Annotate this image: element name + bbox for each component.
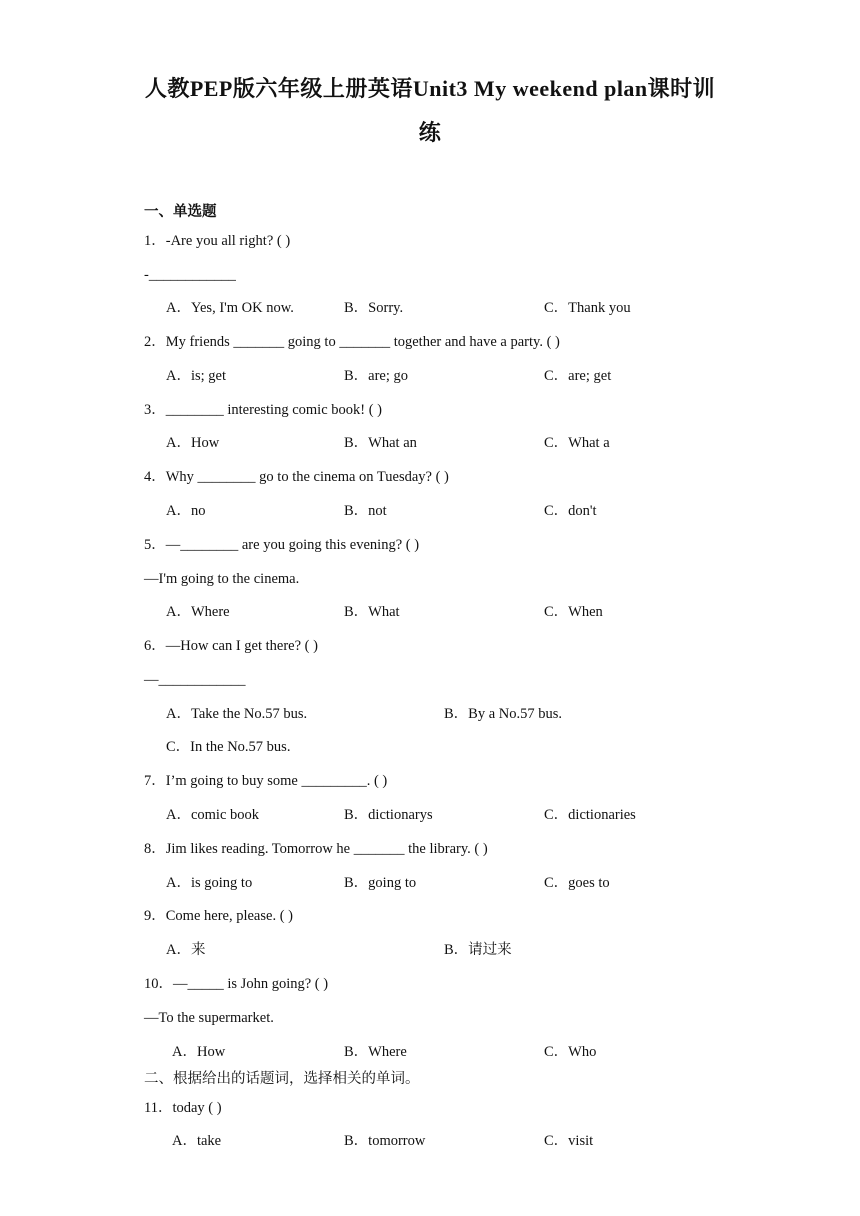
section-heading-single-choice: 一、单选题 <box>144 204 217 220</box>
question-11-stem: 11．today ( ) <box>144 1100 222 1116</box>
question-3-option-c: C．What a <box>544 435 610 451</box>
question-9-stem: 9．Come here, please. ( ) <box>144 908 293 924</box>
question-11-option-b: B．tomorrow <box>344 1133 426 1149</box>
question-8-option-a: A．is going to <box>166 875 253 891</box>
question-8-option-c: C．goes to <box>544 875 610 891</box>
question-10-stem: 10．—_____ is John going? ( ) <box>144 976 329 992</box>
question-9-option-a: A．来 <box>166 942 206 958</box>
question-1-option-c: C．Thank you <box>544 300 631 316</box>
question-2-option-a: A．is; get <box>166 368 227 384</box>
question-4-option-b: B．not <box>344 503 387 519</box>
question-1-option-a: A．Yes, I'm OK now. <box>166 300 294 316</box>
document-title: 人教PEP版六年级上册英语Unit3 My weekend plan课时训 <box>144 76 716 101</box>
question-2-stem: 2．My friends _______ going to _______ together and have a party. ( ) <box>144 334 560 350</box>
question-1-stem: 1．-Are you all right? ( ) <box>144 233 291 249</box>
document-title-continued: 练 <box>418 120 442 145</box>
question-3-option-b: B．What an <box>344 435 417 451</box>
question-9-option-b: B．请过来 <box>444 942 512 958</box>
question-5-stem: 5．—________ are you going this evening? ( ) <box>144 537 420 553</box>
question-3-stem: 3．________ interesting comic book! ( ) <box>144 402 382 418</box>
question-1-answer-line: -____________ <box>144 267 236 283</box>
question-5-option-c: C．When <box>544 604 603 620</box>
question-2-option-c: C．are; get <box>544 368 612 384</box>
question-2-option-b: B．are; go <box>344 368 409 384</box>
question-3-option-a: A．How <box>166 435 220 451</box>
question-5-option-a: A．Where <box>166 604 230 620</box>
question-6-answer-line: —____________ <box>144 672 246 688</box>
question-10-option-a: A．How <box>172 1044 226 1060</box>
question-5-reply: —I'm going to the cinema. <box>144 571 300 587</box>
question-6-option-c: C．In the No.57 bus. <box>166 739 291 755</box>
question-1-option-b: B．Sorry. <box>344 300 404 316</box>
question-7-option-b: B．dictionarys <box>344 807 433 823</box>
question-6-option-b: B．By a No.57 bus. <box>444 706 563 722</box>
question-7-option-c: C．dictionaries <box>544 807 636 823</box>
question-7-stem: 7．I’m going to buy some _________. ( ) <box>144 773 388 789</box>
question-6-stem: 6．—How can I get there? ( ) <box>144 638 318 654</box>
question-11-option-c: C．visit <box>544 1133 594 1149</box>
section-heading-topic-words: 二、根据给出的话题词，选择相关的单词。 <box>144 1071 420 1087</box>
question-10-reply: —To the supermarket. <box>144 1010 274 1026</box>
question-5-option-b: B．What <box>344 604 400 620</box>
question-7-option-a: A．comic book <box>166 807 260 823</box>
question-11-option-a: A．take <box>172 1133 222 1149</box>
question-10-option-b: B．Where <box>344 1044 407 1060</box>
question-4-option-a: A．no <box>166 503 206 519</box>
question-8-stem: 8．Jim likes reading. Tomorrow he _______ the library. ( ) <box>144 841 488 857</box>
question-8-option-b: B．going to <box>344 875 417 891</box>
question-4-option-c: C．don't <box>544 503 597 519</box>
question-6-option-a: A．Take the No.57 bus. <box>166 706 308 722</box>
question-10-option-c: C．Who <box>544 1044 597 1060</box>
question-4-stem: 4．Why ________ go to the cinema on Tuesday? ( ) <box>144 469 449 485</box>
